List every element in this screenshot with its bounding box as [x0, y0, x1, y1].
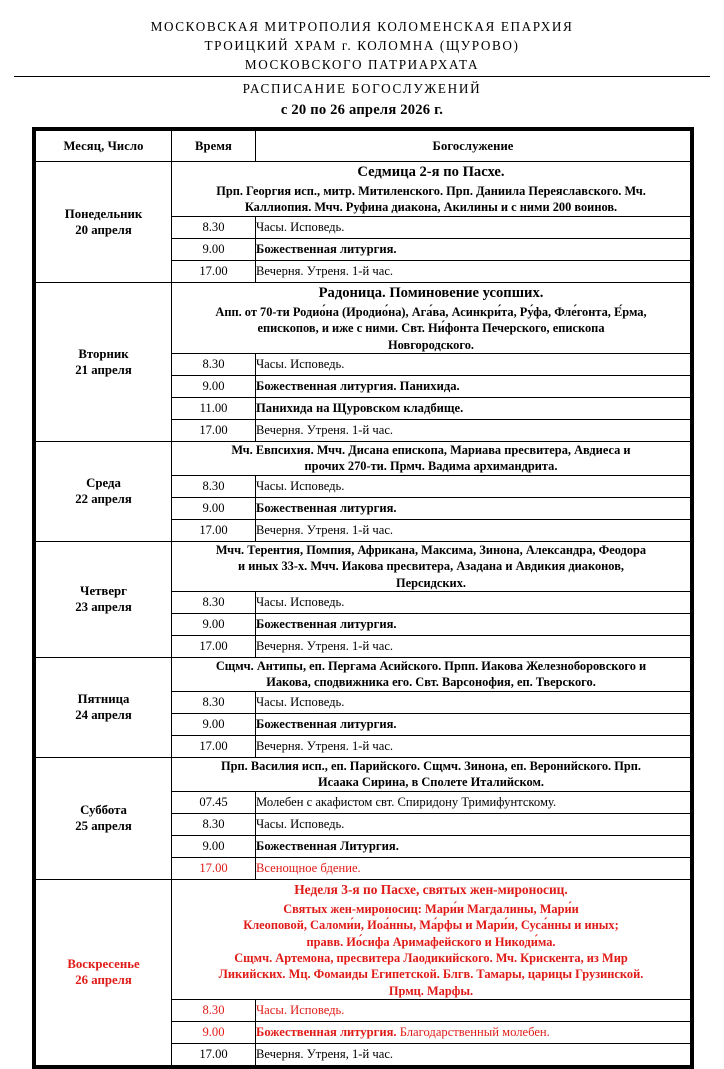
service-description: Вечерня. Утреня. 1-й час.: [256, 519, 691, 541]
service-time: 17.00: [172, 636, 256, 658]
service-description-extra: Благодарственный молебен.: [396, 1025, 550, 1040]
service-description: Вечерня. Утреня. 1-й час.: [256, 636, 691, 658]
service-time: 8.30: [172, 475, 256, 497]
feast-line: правв. Ио́сифа Аримафейского и Никоди́ма.: [306, 934, 556, 949]
service-description: Часы. Исповедь.: [256, 1000, 691, 1022]
day-label-cell: [36, 162, 172, 283]
service-description: [256, 1022, 691, 1044]
feast-description-cell: [172, 541, 691, 591]
day-date: 21 апреля: [75, 362, 132, 377]
header-line-patriarchate: МОСКОВСКОГО ПАТРИАРХАТА: [244, 57, 480, 72]
feast-line: прочих 270-ти. Прмч. Вадима архимандрита.: [304, 459, 558, 474]
day-block-first-row: [36, 162, 691, 217]
day-label-cell: [36, 658, 172, 758]
service-description: Вечерня. Утреня. 1-й час.: [256, 420, 691, 442]
service-description: Часы. Исповедь.: [256, 691, 691, 713]
feast-line: Каллиопия. Мчч. Руфина диакона, Акилины и с ними 200 воинов.: [244, 200, 618, 215]
service-description: Вечерня. Утреня, 1-й час.: [256, 1044, 691, 1066]
schedule-table-container: [32, 127, 694, 1069]
feast-line: Мчч. Терентия, Помпия, Африкана, Максима, Зинона, Александра, Феодора: [215, 542, 647, 557]
service-time: 17.00: [172, 735, 256, 757]
day-name: Четверг: [80, 584, 127, 599]
feast-description-cell: [172, 162, 691, 217]
day-date: 20 апреля: [75, 222, 132, 237]
feast-line: Святых жен-мироносиц: Мари́и Магдалины, Мари́и: [283, 901, 579, 916]
column-header-time: Время: [172, 131, 256, 162]
service-time: 17.00: [172, 1044, 256, 1066]
service-description: Божественная литургия.: [256, 497, 691, 519]
service-time: 8.30: [172, 354, 256, 376]
feast-line: Неделя 3-я по Пасхе, святых жен-мироносиц.: [294, 881, 568, 897]
service-time: 9.00: [172, 713, 256, 735]
feast-line: Сщмч. Антипы, еп. Пергама Асийского. Прпп. Иакова Железноборовского и: [215, 659, 647, 674]
day-block-first-row: [36, 541, 691, 591]
feast-description-cell: [172, 658, 691, 692]
header-line-eparchy: МОСКОВСКАЯ МИТРОПОЛИЯ КОЛОМЕНСКАЯ ЕПАРХИЯ: [150, 19, 574, 34]
document-header: [0, 0, 724, 124]
service-time: 9.00: [172, 1022, 256, 1044]
day-label-cell: [36, 541, 172, 657]
service-time: 8.30: [172, 813, 256, 835]
service-description: Часы. Исповедь.: [256, 813, 691, 835]
feast-line: Сщмч. Артемона, пресвитера Лаодикийского. Мч. Крискента, из Мир: [234, 950, 628, 965]
feast-line: Прп. Георгия исп., митр. Митиленского. Прп. Даниила Переяславского. Мч.: [216, 184, 646, 198]
feast-title: Радоница. Поминовение усопших.: [318, 284, 544, 301]
table-header-row: [36, 131, 691, 162]
service-description: Часы. Исповедь.: [256, 592, 691, 614]
header-line-church: ТРОИЦКИЙ ХРАМ г. КОЛОМНА (ЩУРОВО): [204, 38, 520, 53]
feast-line: и иных 33-х. Мчч. Иакова пресвитера, Азадана и Авдикия диаконов,: [237, 559, 624, 574]
service-description: Божественная литургия.: [256, 713, 691, 735]
day-block-first-row: [36, 282, 691, 353]
day-label-cell: [36, 757, 172, 879]
service-description: Божественная Литургия.: [256, 835, 691, 857]
day-date: 26 апреля: [75, 973, 132, 988]
day-name: Понедельник: [64, 206, 143, 221]
service-time: 17.00: [172, 420, 256, 442]
feast-line: Прмц. Марфы.: [388, 983, 474, 998]
feast-line: Клеоповой, Саломи́и, Иоа́нны, Ма́рфы и Мари́и, Суса́нны и иных;: [243, 918, 619, 933]
service-time: 8.30: [172, 691, 256, 713]
schedule-table: [35, 130, 691, 1066]
service-time: 8.30: [172, 592, 256, 614]
day-name: Среда: [86, 476, 121, 491]
day-block-first-row: [36, 442, 691, 476]
day-block-first-row: [36, 757, 691, 791]
service-description: Божественная литургия. Панихида.: [256, 376, 691, 398]
service-time: 9.00: [172, 835, 256, 857]
day-date: 23 апреля: [75, 600, 132, 615]
service-description: Вечерня. Утреня. 1-й час.: [256, 735, 691, 757]
feast-line: Персидских.: [395, 575, 466, 590]
service-description-main: Божественная литургия.: [256, 1025, 397, 1040]
service-time: 8.30: [172, 1000, 256, 1022]
feast-line: епископов, и иже с ними. Свт. Ни́фонта Печерского, епископа: [257, 321, 605, 336]
service-description: Часы. Исповедь.: [256, 475, 691, 497]
service-description: Панихида на Щуровском кладбище.: [256, 398, 691, 420]
day-block-first-row: [36, 879, 691, 999]
header-line-schedule-title: РАСПИСАНИЕ БОГОСЛУЖЕНИЙ: [242, 81, 482, 96]
service-time: 9.00: [172, 614, 256, 636]
feast-title: Седмица 2-я по Пасхе.: [357, 164, 505, 180]
column-header-service: Богослужение: [256, 131, 691, 162]
service-description: Божественная литургия.: [256, 614, 691, 636]
feast-line: Ликийских. Мц. Фомаиды Египетской. Блгв. Тамары, царицы Грузинской.: [218, 967, 644, 982]
service-description: Часы. Исповедь.: [256, 216, 691, 238]
day-label-cell: [36, 442, 172, 542]
feast-description-cell: [172, 282, 691, 353]
day-label-cell: [36, 282, 172, 441]
service-time: 17.00: [172, 260, 256, 282]
column-header-date: Месяц, Число: [36, 131, 172, 162]
day-label-cell: [36, 879, 172, 1065]
feast-line: Мч. Евпсихия. Мчч. Дисана епископа, Мариава пресвитера, Авдиеса и: [231, 443, 631, 458]
table-head: [36, 131, 691, 162]
feast-description-cell: [172, 757, 691, 791]
day-name: Вторник: [78, 346, 129, 361]
day-date: 22 апреля: [75, 492, 132, 507]
service-time: 8.30: [172, 216, 256, 238]
service-description: Молебен с акафистом свт. Спиридону Тримифунтскому.: [256, 791, 691, 813]
service-time: 17.00: [172, 857, 256, 879]
service-time: 9.00: [172, 497, 256, 519]
day-date: 25 апреля: [75, 819, 132, 834]
feast-description-cell: [172, 442, 691, 476]
table-body: [36, 162, 691, 1066]
service-description: Вечерня. Утреня. 1-й час.: [256, 260, 691, 282]
day-block-first-row: [36, 658, 691, 692]
service-time: 11.00: [172, 398, 256, 420]
service-description: Часы. Исповедь.: [256, 354, 691, 376]
day-name: Пятница: [77, 692, 130, 707]
day-date: 24 апреля: [75, 708, 132, 723]
service-time: 9.00: [172, 376, 256, 398]
feast-line: Иакова, сподвижника его. Свт. Варсонофия, еп. Тверского.: [266, 675, 596, 690]
feast-line: Прп. Василия исп., еп. Парийского. Сщмч. Зинона, еп. Веронийского. Прп.: [221, 758, 641, 773]
header-date-range: с 20 по 26 апреля 2026 г.: [280, 102, 444, 118]
service-description: Всенощное бдение.: [256, 857, 691, 879]
feast-line: Новгородского.: [387, 337, 474, 352]
service-time: 17.00: [172, 519, 256, 541]
service-time: 07.45: [172, 791, 256, 813]
feast-description-cell: [172, 879, 691, 999]
feast-line: Апп. от 70-ти Родио́на (Иродио́на), Ага́ва, Асинкри́та, Ру́фа, Фле́гонта, Е́рма,: [215, 304, 647, 319]
service-description: Божественная литургия.: [256, 238, 691, 260]
service-time: 9.00: [172, 238, 256, 260]
day-name: Суббота: [80, 803, 127, 818]
day-name: Воскресенье: [67, 957, 140, 972]
feast-line: Исаака Сирина, в Сполете Италийском.: [318, 775, 544, 790]
